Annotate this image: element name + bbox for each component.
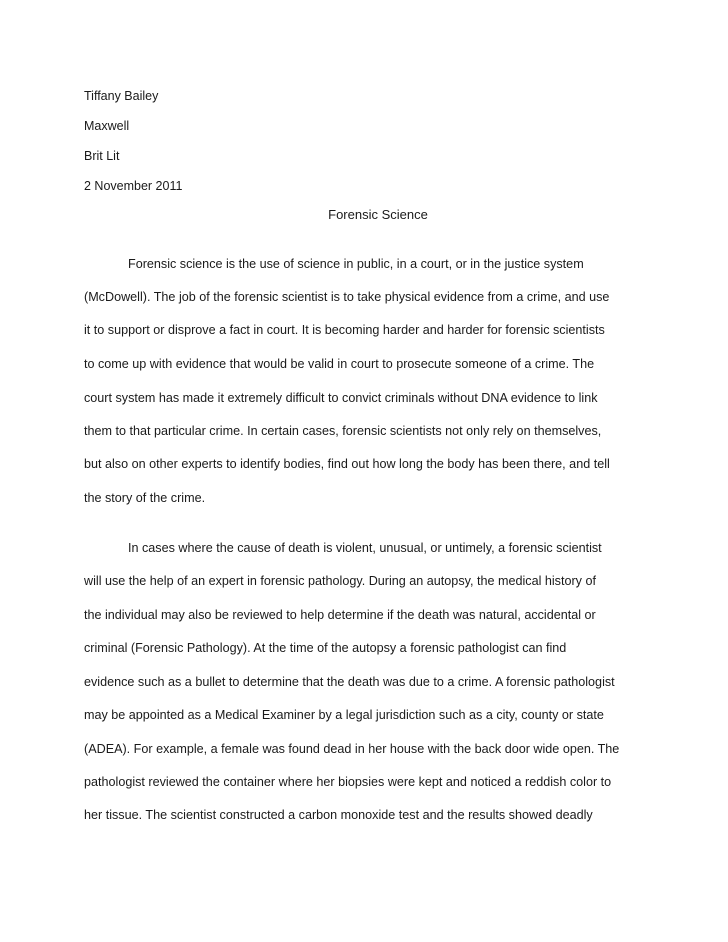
paragraph-line: court system has made it extremely difficult to convict criminals without DNA evidence to link [84, 391, 598, 405]
paragraph-line: (ADEA). For example, a female was found dead in her house with the back door wide open. The [84, 742, 620, 756]
paragraph-line: to come up with evidence that would be valid in court to prosecute someone of a crime. The [84, 357, 595, 371]
instructor-name: Maxwell [84, 119, 130, 133]
paragraph-line: may be appointed as a Medical Examiner by a legal jurisdiction such as a city, county or state [84, 708, 604, 722]
paragraph-line: them to that particular crime. In certain cases, forensic scientists not only rely on themselves, [84, 424, 602, 438]
paragraph-line: Forensic science is the use of science in public, in a court, or in the justice system [128, 257, 584, 271]
paragraph-line: but also on other experts to identify bodies, find out how long the body has been there, and tell [84, 457, 610, 471]
author-name: Tiffany Bailey [84, 89, 159, 103]
paragraph-line: it to support or disprove a fact in court. It is becoming harder and harder for forensic scientists [84, 323, 605, 337]
paragraph-line: (McDowell). The job of the forensic scientist is to take physical evidence from a crime, and use [84, 290, 610, 304]
document-title: Forensic Science [328, 207, 428, 222]
paragraph-line: evidence such as a bullet to determine that the death was due to a crime. A forensic pathologist [84, 675, 615, 689]
course-name: Brit Lit [84, 149, 120, 163]
paragraph-line: will use the help of an expert in forensic pathology. During an autopsy, the medical history of [84, 574, 596, 588]
paragraph-line: the story of the crime. [84, 491, 206, 505]
paragraph-line: her tissue. The scientist constructed a carbon monoxide test and the results showed deadly [84, 808, 593, 822]
paragraph-line: the individual may also be reviewed to help determine if the death was natural, accidental or [84, 608, 596, 622]
paragraph-line: criminal (Forensic Pathology). At the time of the autopsy a forensic pathologist can find [84, 641, 567, 655]
paragraph-line: In cases where the cause of death is violent, unusual, or untimely, a forensic scientist [128, 541, 602, 555]
document-date: 2 November 2011 [84, 179, 183, 193]
paragraph-line: pathologist reviewed the container where her biopsies were kept and noticed a reddish color to [84, 775, 612, 789]
